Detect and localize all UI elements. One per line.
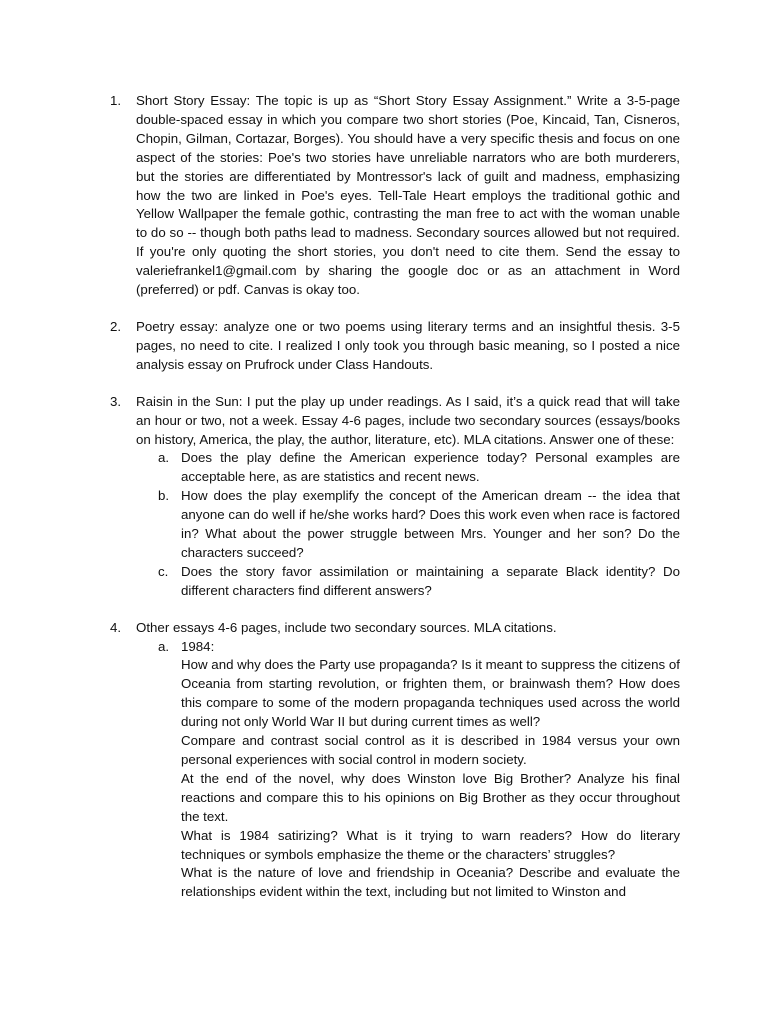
list-item [110,318,680,375]
sub-item-heading: 1984: [181,638,215,654]
sub-item [158,487,680,563]
item-number: 3. [110,393,122,409]
sub-item-letter: b. [158,488,170,504]
item-text: Short Story Essay: The topic is up as “Short Story Essay Assignment.” Write a 3-5-page double-spaced essay in which you compare two short stories (Poe, Kincaid, Tan, Cisneros, Chopin, Gilman, Cortazar, Borges). You should have a very specific thesis and focus on one aspect of the stories: Poe's two stories have unreliable narrators who are both murderers, but the stories are differentiated by Montressor's lack of guilt and madness, emphasizing how the two are linked in Poe's eyes. Tell-Tale Heart employs the traditional gothic and Yellow Wallpaper the female gothic, contrasting the man free to act with the woman unable to do so -- though both paths lead to madness. Secondary sources allowed but not required. If you're only quoting the short stories, you don't need to cite them. Send the essay to valeriefrankel1@gmail.com by sharing the google doc or as an attachment in Word (preferred) or pdf. Canvas is okay too. [136,93,680,298]
sub-item-letter: c. [158,563,169,579]
list-item [110,619,680,903]
list-item [110,393,680,601]
item-number: 4. [110,619,122,635]
sub-item-text: Does the play define the American experience today? Personal examples are acceptable here, as are statistics and recent news. [181,450,680,485]
question-paragraph: How and why does the Party use propaganda? Is it meant to suppress the citizens of Oceania from starting revolution, or frighten them, or brainwash them? How does this compare to some of the modern propaganda techniques used across the world during not only World War II but during current times as well? [181,657,680,730]
sub-item-letter: a. [158,638,170,654]
sub-item-text: How does the play exemplify the concept of the American dream -- the idea that anyone can do well if he/she works hard? Does this work even when race is factored in? What about the power struggle between Mrs. Younger and her son? Do the characters succeed? [181,488,680,560]
item-number: 2. [110,318,122,334]
question-paragraph: What is the nature of love and friendship in Oceania? Describe and evaluate the relationships evident within the text, including but not limited to Winston and [181,865,680,900]
question-paragraph: Compare and contrast social control as it is described in 1984 versus your own personal experiences with social control in modern society. [181,733,680,767]
sub-item [158,449,680,487]
question-paragraph: At the end of the novel, why does Winston love Big Brother? Analyze his final reactions and compare this to his opinions on Big Brother as they occur throughout the text. [181,770,680,824]
sub-item-text: Does the story favor assimilation or maintaining a separate Black identity? Do different characters find different answers? [181,563,680,598]
list-item [110,92,680,300]
item-number: 1. [110,93,122,108]
item-text: Poetry essay: analyze one or two poems using literary terms and an insightful thesis. 3-5 pages, no need to cite. I realized I only took you through basic meaning, so I posted a nice analysis essay on Prufrock under Class Handouts. [136,318,680,372]
sub-item [158,563,680,601]
item-text: Raisin in the Sun: I put the play up under readings. As I said, it’s a quick read that will take an hour or two, not a week. Essay 4-6 pages, include two secondary sources (essays/books on history, America, the play, the author, literature, etc). MLA citations. Answer one of these: [136,393,680,447]
question-paragraph: What is 1984 satirizing? What is it trying to warn readers? How do literary techniques or symbols emphasize the theme or the characters’ struggles? [181,827,680,862]
sub-item-letter: a. [158,450,170,466]
assignment-list [110,92,680,920]
item-text: Other essays 4-6 pages, include two secondary sources. MLA citations. [136,619,557,635]
sub-item [158,638,680,903]
